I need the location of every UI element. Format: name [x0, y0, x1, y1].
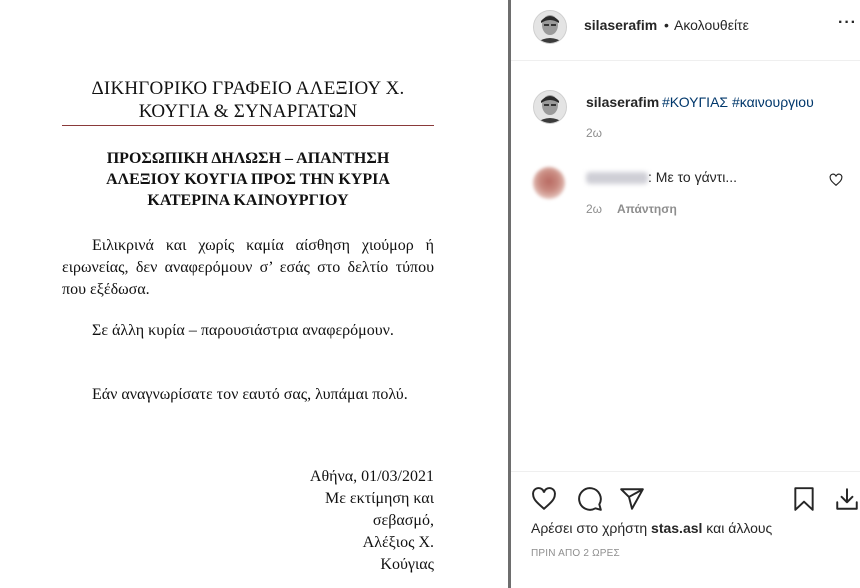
- likes-suffix[interactable]: και άλλους: [706, 520, 773, 536]
- firm-line: ΔΙΚΗΓΟΡΙΚΟ ΓΡΑΦΕΙΟ ΑΛΕΞΙΟΥ Χ.: [91, 78, 405, 99]
- caption-avatar[interactable]: [533, 90, 567, 124]
- document-firm-title: [62, 77, 434, 123]
- reply-button[interactable]: Απάντηση: [617, 202, 677, 216]
- heading-line: ΠΡΟΣΩΠΙΚΗ ΔΗΛΩΣΗ – ΑΠΑΝΤΗΣΗ: [106, 150, 390, 167]
- post-side-panel: [511, 0, 860, 588]
- avatar[interactable]: [533, 10, 567, 44]
- heart-outline-icon[interactable]: [829, 173, 843, 187]
- likes-prefix: Αρέσει στο χρήστη: [531, 520, 648, 536]
- document-heading: [62, 148, 434, 211]
- follow-status-button[interactable]: Ακολουθείτε: [674, 17, 749, 33]
- heading-line: ΑΛΕΞΙΟΥ ΚΟΥΓΙΑ ΠΡΟΣ ΤΗΝ ΚΥΡΙΑ: [106, 171, 390, 188]
- signature-line: σεβασμό,: [372, 512, 434, 529]
- header-username[interactable]: silaserafim: [584, 17, 658, 33]
- signature-line: Κούγιας: [380, 556, 434, 573]
- firm-line: ΚΟΥΓΙΑ & ΣΥΝΑΡΓΑΤΩΝ: [138, 101, 358, 122]
- heart-outline-icon[interactable]: [531, 486, 557, 512]
- post-header: [511, 0, 860, 61]
- bookmark-outline-icon[interactable]: [791, 486, 817, 512]
- document-signature: [234, 466, 434, 576]
- download-icon[interactable]: [834, 486, 860, 512]
- signature-line: Αθήνα, 01/03/2021: [309, 468, 434, 485]
- action-bar: [511, 471, 860, 472]
- document-paragraph-2: Σε άλλη κυρία – παρουσιάστρια αναφερόμουν.: [92, 322, 394, 339]
- document-paragraph-1: Ειλικρινά και χωρίς καμία αίσθηση χιούμορ ή ειρωνείας, δεν αναφερόμουν σ’ εσάς στο δελτίο τύπου που εξέδωσα.: [62, 237, 434, 298]
- likes-user-link[interactable]: stas.asl: [651, 520, 703, 536]
- comment-username-blurred[interactable]: [586, 172, 648, 184]
- avatar-face-icon: [534, 11, 566, 43]
- header-separator: •: [664, 17, 669, 33]
- caption-time[interactable]: 2ω: [586, 126, 603, 140]
- post-age[interactable]: ΠΡΙΝ ΑΠΟ 2 ΩΡΕΣ: [531, 548, 620, 559]
- more-horizontal-icon[interactable]: ···: [838, 14, 857, 31]
- document-paragraph-3: Εάν αναγνωρίσατε τον εαυτό σας, λυπάμαι πολύ.: [92, 386, 408, 403]
- comment-time[interactable]: 2ω: [586, 202, 603, 216]
- send-paper-plane-icon[interactable]: [619, 486, 645, 512]
- likes-summary: [531, 520, 772, 536]
- comment-avatar[interactable]: [533, 167, 565, 199]
- signature-line: Με εκτίμηση και: [324, 490, 434, 507]
- signature-line: Αλέξιος Χ.: [362, 534, 434, 551]
- caption-hashtags[interactable]: #ΚΟΥΓΙΑΣ #καινουργιου: [662, 94, 814, 110]
- avatar-face-icon: [534, 91, 566, 123]
- comment-text: : Με το γάντι...: [648, 169, 737, 185]
- comment-bubble-icon[interactable]: [577, 486, 603, 512]
- heading-line: ΚΑΤΕΡΙΝΑ ΚΑΙΝΟΥΡΓΙΟΥ: [147, 192, 349, 209]
- caption-username[interactable]: silaserafim: [586, 94, 660, 110]
- document-divider: [62, 125, 434, 126]
